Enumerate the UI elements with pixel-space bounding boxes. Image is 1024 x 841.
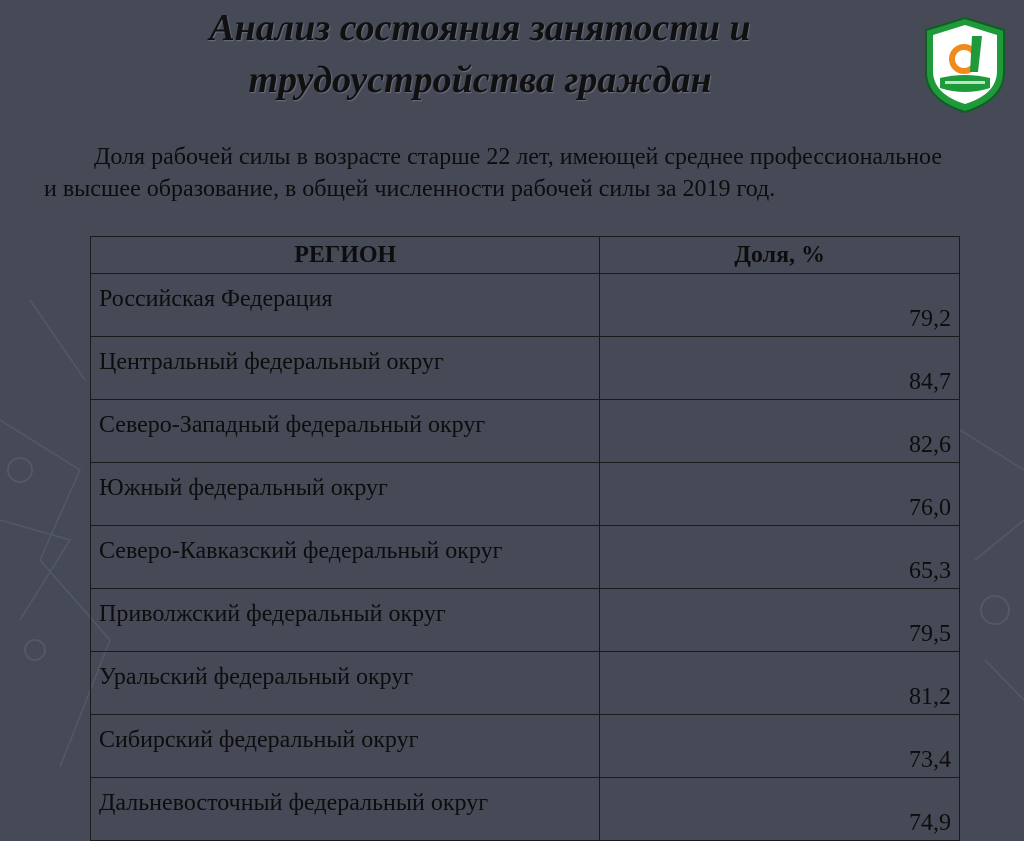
share-value: 65,3 <box>600 526 960 589</box>
region-name: Дальневосточный федеральный округ <box>91 778 600 841</box>
region-name: Северо-Кавказский федеральный округ <box>91 526 600 589</box>
emblem-shield-icon <box>920 14 1010 116</box>
header-share: Доля, % <box>600 237 960 274</box>
table-row <box>91 715 960 778</box>
title-line-1: Анализ состояния занятости и <box>209 7 751 49</box>
share-value: 82,6 <box>600 400 960 463</box>
region-name: Южный федеральный округ <box>91 463 600 526</box>
share-value: 81,2 <box>600 652 960 715</box>
share-value: 74,9 <box>600 778 960 841</box>
table-row <box>91 652 960 715</box>
region-name: Приволжский федеральный округ <box>91 589 600 652</box>
region-name: Северо-Западный федеральный округ <box>91 400 600 463</box>
share-value: 73,4 <box>600 715 960 778</box>
table-row <box>91 463 960 526</box>
region-name: Центральный федеральный округ <box>91 337 600 400</box>
table-header-row <box>91 237 960 274</box>
page-title <box>150 2 810 106</box>
table-row <box>91 400 960 463</box>
region-name: Уральский федеральный округ <box>91 652 600 715</box>
share-value: 76,0 <box>600 463 960 526</box>
table-row <box>91 589 960 652</box>
table-row <box>91 337 960 400</box>
region-name: Сибирский федеральный округ <box>91 715 600 778</box>
header-region: РЕГИОН <box>91 237 600 274</box>
share-value: 79,2 <box>600 274 960 337</box>
intro-paragraph: Доля рабочей силы в возрасте старше 22 лет, имеющей среднее профессиональное и высшее образование, в общей численности рабочей силы за 2019 год. <box>44 144 942 202</box>
share-value: 79,5 <box>600 589 960 652</box>
region-name: Российская Федерация <box>91 274 600 337</box>
share-value: 84,7 <box>600 337 960 400</box>
table-row <box>91 274 960 337</box>
table-row <box>91 526 960 589</box>
title-line-2: трудоустройства граждан <box>248 59 712 101</box>
table-row <box>91 778 960 841</box>
region-share-table <box>90 236 960 841</box>
